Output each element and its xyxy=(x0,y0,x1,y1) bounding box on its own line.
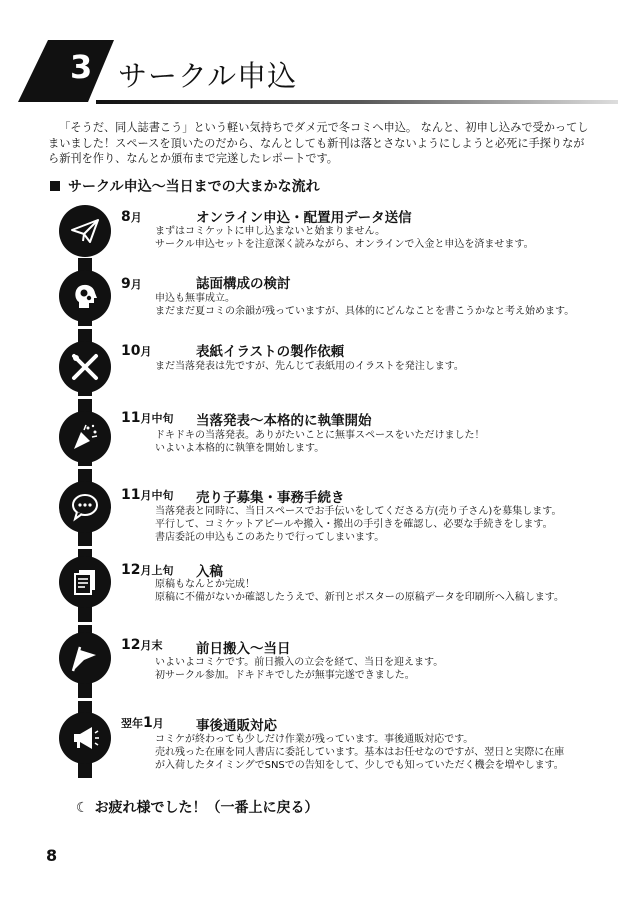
event-title: 表紙イラストの製作依頼 xyxy=(196,344,345,360)
event-title: オンライン申込・配置用データ送信 xyxy=(196,210,412,226)
event-description: ドキドキの当落発表。ありがたいことに無事スペースをいただけました！ いよいよ本格的に執筆を開始します。 xyxy=(155,430,485,454)
chapter-number: 3 xyxy=(70,48,93,86)
square-bullet-icon xyxy=(50,181,60,191)
pen-brush-icon xyxy=(59,341,111,393)
header-rule xyxy=(96,100,618,104)
event-title: 売り子募集・事務手続き xyxy=(196,490,345,506)
event-description: コミケが終わっても少しだけ作業が残っています。事後通販対応です。 売れ残った在庫を同人書店に委託しています。基本はお任せなのですが、翌日と実際に在庫 が入荷したタイミングでSNSでの告知をして、少しでも知っていただく機会を増やします。 xyxy=(155,734,565,771)
event-month: 12月末 xyxy=(121,637,163,653)
event-month: 12月上旬 xyxy=(121,562,174,578)
event-month: 11月中旬 xyxy=(121,410,174,426)
flag-icon xyxy=(59,632,111,684)
event-title: 前日搬入～当日 xyxy=(196,641,291,657)
event-month: 9月 xyxy=(121,276,142,292)
event-month: 翌年1月 xyxy=(121,715,164,731)
intro-paragraph: 「そうだ、同人誌書こう」という軽い気持ちでダメ元で冬コミへ申込。 なんと、初申し込みで受かってしまいました！スペースを頂いたのだから、なんとしても新刊は落とさないようにしようと必死に手探りながら新刊を作り、なんとか頒布まで完遂したレポートです。 xyxy=(48,121,589,165)
chapter-header xyxy=(18,40,618,106)
event-description: まだ当落発表は先ですが、先んじて表紙用のイラストを発注します。 xyxy=(155,361,464,372)
moon-icon: ☾ xyxy=(76,800,89,816)
speech-bubble-icon xyxy=(59,481,111,533)
event-description: まずはコミケットに申し込まないと始まりません。 サークル申込セットを注意深く読みながら、オンラインで入金と申込を済ませます。 xyxy=(155,226,534,250)
paper-plane-icon xyxy=(59,205,111,257)
event-month: 10月 xyxy=(121,343,152,359)
event-description: 当落発表と同時に、当日スペースでお手伝いをしてくださる方(売り子さん)を募集します。 平行して、コミケットアピールや搬入・搬出の手引きを確認し、必要な手続きをします。 書店委託の申込もこのあたりで行ってしまいます。 xyxy=(155,506,562,543)
party-popper-icon xyxy=(59,411,111,463)
event-month: 11月中旬 xyxy=(121,487,174,503)
chapter-title: サークル申込 xyxy=(118,59,298,93)
event-title: 事後通販対応 xyxy=(196,718,277,734)
page-number: 8 xyxy=(46,846,58,865)
section-title: サークル申込～当日までの大まかな流れ xyxy=(50,176,320,196)
head-gears-icon xyxy=(59,270,111,322)
event-title: 誌面構成の検討 xyxy=(196,276,291,292)
event-description: 申込も無事成立。 まだまだ夏コミの余韻が残っていますが、具体的にどんなことを書こうかなと考え始めます。 xyxy=(155,293,575,317)
event-title: 当落発表～本格的に執筆開始 xyxy=(196,413,372,429)
chapter-number-tab xyxy=(18,40,114,102)
event-month: 8月 xyxy=(121,209,142,225)
megaphone-icon xyxy=(59,712,111,764)
back-to-top-link[interactable]: ☾ お疲れ様でした！（一番上に戻る） xyxy=(76,800,319,816)
event-description: 原稿もなんとか完成！ 原稿に不備がないか確認したうえで、新刊とポスターの原稿データを印刷所へ入稿します。 xyxy=(155,579,564,603)
event-title: 入稿 xyxy=(196,564,223,580)
document-icon xyxy=(59,556,111,608)
event-description: いよいよコミケです。前日搬入の立会を経て、当日を迎えます。 初サークル参加。ドキドキでしたが無事完遂できました。 xyxy=(155,657,444,681)
